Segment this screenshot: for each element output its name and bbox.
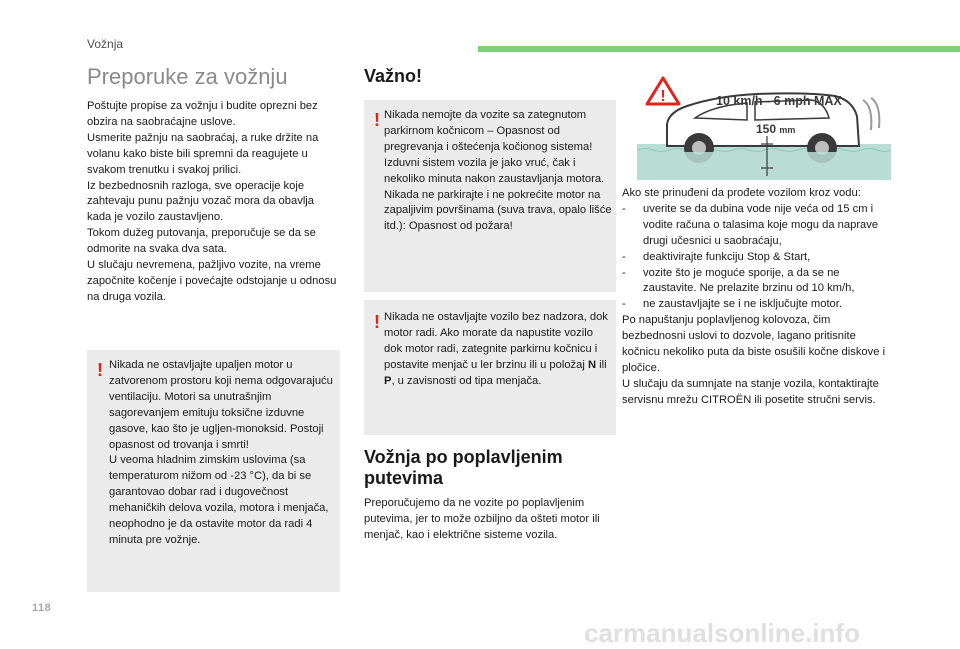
intro-paragraph-5: U slučaju nevremena, pažljivo vozite, na vreme započnite kočenje i povećajte odstojanje u odnosu na druga vozila.	[87, 259, 337, 303]
water-depth-value: 150	[756, 122, 777, 136]
list-item: - deaktivirajte funkciju Stop & Start,	[622, 250, 892, 266]
unattended-text-mid: ili	[596, 358, 607, 371]
unattended-vehicle-warning-box	[364, 300, 616, 435]
motion-lines	[863, 98, 879, 130]
unattended-text-before: Nikada ne ostavljajte vozilo bez nadzora, dok motor radi. Ako morate da napustite vozilo dok motor radi, zategnite parkirnu kočnicu i postavite menjač u ler brzinu ili u položaj	[384, 311, 608, 371]
section-label: Vožnja	[87, 37, 124, 51]
after-flood-paragraph: Po napuštanju poplavljenog kolovoza, čim bezbednosni uslovi to dozvole, lagano pritisnite kočnicu nekoliko puta da biste osušili kočne diskove i pločice.	[622, 314, 886, 374]
list-item: - vozite što je moguće sporije, a da se ne zaustavite. Ne prelazite brzinu od 10 km/h,	[622, 266, 892, 298]
flooded-roads-heading: Vožnja po poplavljenim putevima	[364, 447, 563, 488]
water-depth-label	[756, 122, 795, 136]
exclamation-icon: !	[374, 312, 380, 332]
unattended-text-after: , u zavisnosti od tipa menjača.	[391, 374, 542, 387]
flood-intro: Ako ste prinuđeni da prođete vozilom kroz vodu:	[622, 187, 861, 199]
intro-text	[87, 99, 339, 306]
engine-warning-text	[109, 358, 335, 549]
unattended-vehicle-warning-text	[384, 310, 614, 390]
intro-paragraph-2: Usmerite pažnju na saobraćaj, a ruke držite na volanu kako biste bili spremni da reagujete u svakom trenutku i svakoj prilici.	[87, 131, 319, 176]
parking-brake-warning-text: Nikada nemojte da vozite sa zategnutom parkirnom kočnicom – Opasnost od pregrevanja i oštećenja kočionog sistema! Izduvni sistem vozila je jako vruć, čak i nekoliko minuta nakon zaustavljanja motora. Nikada ne parkirajte i ne pokrećite motor na zapaljivim površinama (suva trava, opalo lišće itd.): Opasnost od požara!	[384, 109, 612, 233]
important-heading: Važno!	[364, 66, 423, 86]
header-accent-bar	[478, 46, 960, 52]
warning-triangle-mark: !	[660, 88, 666, 105]
water-overlay	[657, 152, 872, 170]
speed-limit-label: 10 km/h - 6 mph MAX	[716, 94, 842, 108]
intro-paragraph-4: Tokom dužeg putovanja, preporučuje se da se odmorite na svaka dva sata.	[87, 227, 316, 256]
gear-p-label: P	[384, 374, 392, 387]
engine-warning-box	[87, 350, 340, 592]
list-item: - uverite se da dubina vode nije veća od 15 cm i vodite računa o talasima koje mogu da naprave drugi učesnici u saobraćaju,	[622, 202, 892, 250]
intro-paragraph-3: Iz bezbednosnih razloga, sve operacije koje zahtevaju punu pažnju vozač mora da obavlja kada je vozilo zaustavljeno.	[87, 179, 315, 224]
watermark: carmanualsonline.info	[584, 618, 860, 648]
exclamation-icon: !	[374, 110, 380, 130]
service-paragraph: U slučaju da sumnjate na stanje vozila, kontaktirajte servisnu mrežu CITROËN ili posetite stručni servis.	[622, 377, 879, 406]
flood-instructions-list	[622, 202, 892, 313]
engine-warning-paragraph-1: Nikada ne ostavljajte upaljen motor u zatvorenom prostoru koji nema odgovarajuću ventilaciju. Motori sa unutrašnjim sagorevanjem emituju toksične izduvne gasove, kao što je ugljen-monoksid. Postoji opasnost od trovanja i smrti!	[109, 359, 333, 451]
page-title: Preporuke za vožnju	[87, 64, 288, 89]
page-number: 118	[32, 602, 52, 614]
gear-n-label: N	[587, 358, 597, 371]
parking-brake-warning-box	[364, 100, 616, 292]
water-depth-unit: mm	[779, 125, 796, 135]
exclamation-icon: !	[97, 360, 103, 380]
list-item: - ne zaustavljajte se i ne isključujte motor.	[622, 297, 892, 313]
intro-paragraph-1: Poštujte propise za vožnju i budite oprezni bez obzira na saobraćajne uslove.	[87, 100, 318, 128]
engine-warning-paragraph-2: U veoma hladnim zimskim uslovima (sa temperaturom nižom od -23 °C), da bi se garantovao dobar rad i dugovečnost mehaničkih delova vozila, motora i menjača, neophodno je da ostavite motor da radi 4 minuta pre vožnje.	[109, 454, 329, 546]
flooded-roads-text: Preporučujemo da ne vozite po poplavljenim putevima, jer to može ozbiljno da ošteti motor ili menjač, kao i električne sisteme vozila.	[364, 497, 600, 541]
flood-instructions	[622, 186, 892, 409]
